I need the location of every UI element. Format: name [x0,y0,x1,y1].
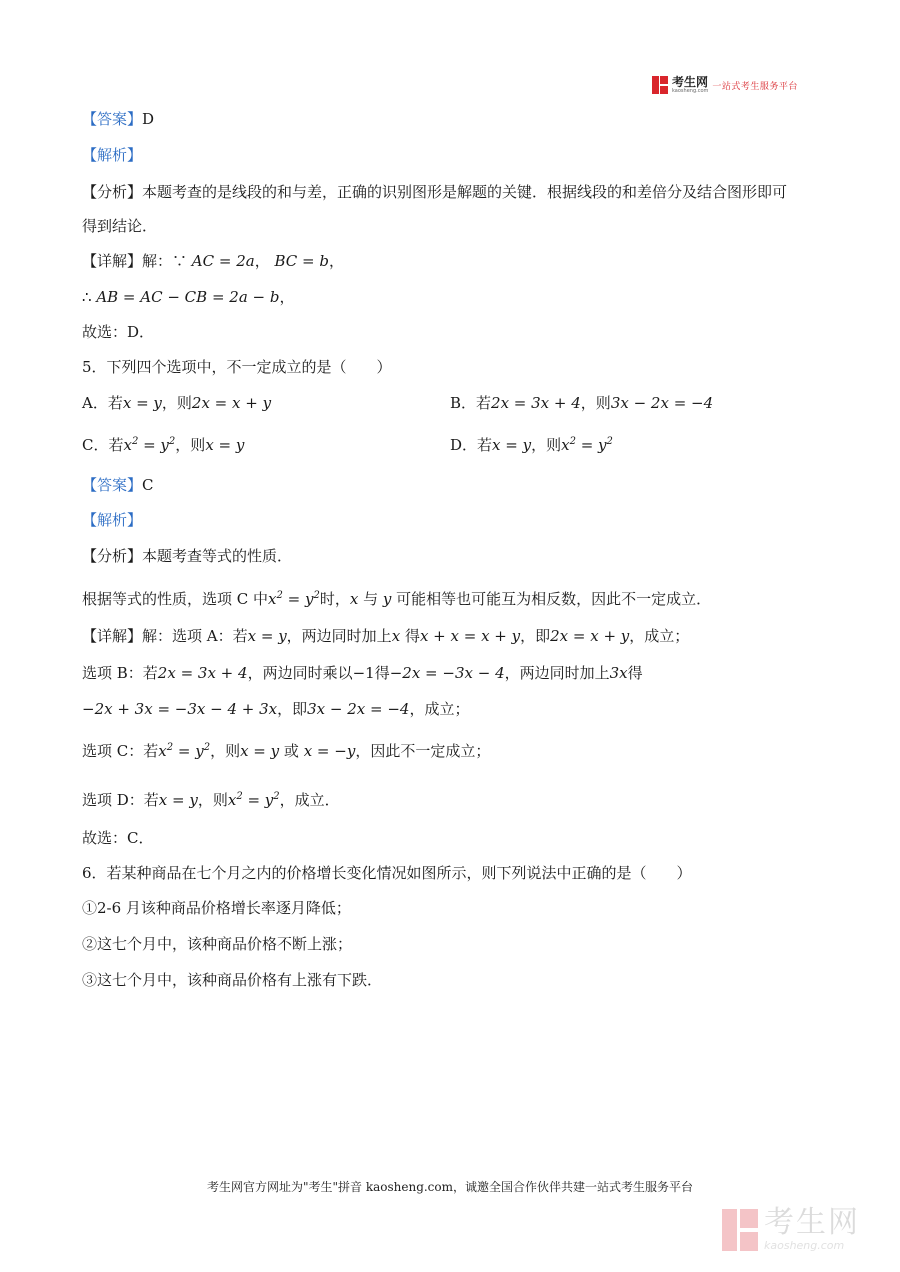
q5-option-b: B．若2x = 3x + 4，则3x − 2x = −4 [450,394,714,412]
logo-url: kaosheng.com [672,88,709,94]
site-logo [652,74,798,96]
q5-option-d: D．若x = y，则$x^2 = y^2$ [450,436,613,454]
q4-detail-line: 【详解】解：∵ AC = 2a， BC = b， [82,252,344,270]
q4-therefore-line: ∴ AB = AC − CB = 2a − b， [82,288,295,306]
equation: AC = 2a [191,252,255,270]
q5-answer [82,475,154,495]
fenxi-tag: 【分析】 [82,183,143,201]
q5-option-c: C．若$x^2 = y^2$，则x = y [82,436,245,454]
q4-answer [82,109,154,129]
fenxi-text: 本题考查的是线段的和与差，正确的识别图形是解题的关键．根据线段的和差倍分及结合图形即可 [142,183,788,201]
answer-tag: 【答案】 [82,110,143,128]
q4-analysis-tag: 【解析】 [82,146,143,164]
q6-statement-1: ①2-6 月该种商品价格增长率逐月降低； [82,899,351,917]
q4-fenxi-line-2: 得到结论． [82,217,158,235]
q4-choose: 故选：D． [82,323,155,341]
watermark [722,1205,860,1252]
fenxi-tag: 【分析】 [82,547,143,565]
q5-fenxi: 【分析】本题考查等式的性质． [82,547,293,565]
q5-stem: 5．下列四个选项中，不一定成立的是（ ） [82,358,392,376]
logo-slogan: 一站式考生服务平台 [712,81,798,92]
q5-option-a: A．若x = y，则2x = x + y [82,394,272,412]
q5-analysis-tag: 【解析】 [82,511,143,529]
logo-text: 考生网 [672,75,709,89]
answer-value: D [142,110,155,128]
watermark-text: 考生网 [764,1205,860,1240]
q6-statement-2: ②这七个月中，该种商品价格不断上涨； [82,935,353,953]
q5-detail-b-1: 选项 B：若2x = 3x + 4，两边同时乘以−1得−2x = −3x − 4，两边同时加上3x得 [82,664,643,682]
q5-detail-b-2: −2x + 3x = −3x − 4 + 3x，即3x − 2x = −4，成立； [82,700,470,718]
q5-choose: 故选：C． [82,829,154,847]
equation: BC = b [274,252,329,270]
footer-text: 考生网官方网址为"考生"拼音 kaosheng.com，诚邀全国合作伙伴共建一站式考生服务平台 [206,1180,694,1194]
answer-tag: 【答案】 [82,476,143,494]
q6-stem: 6．若某种商品在七个月之内的价格增长变化情况如图所示，则下列说法中正确的是（ ） [82,864,692,882]
q5-detail-a: 【详解】解：选项 A：若x = y，两边同时加上x 得x + x = x + y，即2x = x + y，成立； [82,627,690,645]
detail-tag: 【详解】 [82,252,143,270]
equation: AB = AC − CB = 2a − b [96,288,280,306]
q6-statement-3: ③这七个月中，该种商品价格有上涨有下跌． [82,971,383,989]
q4-fenxi-line-1 [82,182,787,202]
q5-detail-c: 选项 C：若$x^2 = y^2$，则x = y 或 x = −y，因此不一定成立； [82,742,491,760]
kaosheng-watermark-icon [722,1209,758,1251]
q5-reason: 根据等式的性质，选项 C 中$x^2 = y^2$时，x 与 y 可能相等也可能互为相反数，因此不一定成立． [82,590,712,608]
answer-value: C [142,476,154,494]
detail-tag: 【详解】 [82,627,143,645]
q5-detail-d: 选项 D：若x = y，则$x^2 = y^2$，成立． [82,791,340,809]
watermark-url: kaosheng.com [764,1239,845,1252]
kaosheng-logo-icon [652,76,668,94]
